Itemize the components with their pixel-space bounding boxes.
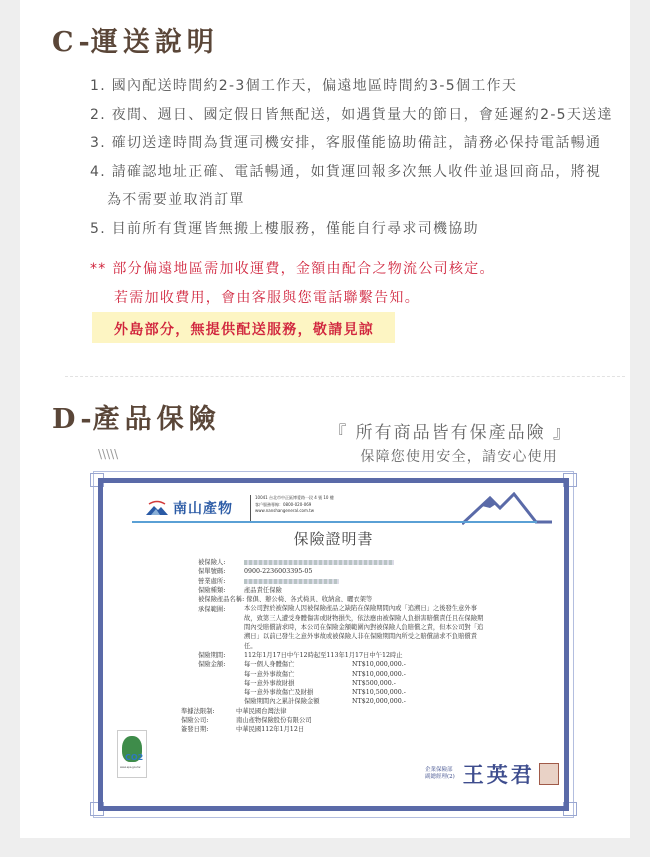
field-label: 承保範圍: [198,606,226,614]
field-label: 營業處所: [198,577,226,585]
section-d-heading: 產品保險 [92,404,221,435]
company-logo [145,498,233,518]
insured-products: 傢俱、辦公椅、各式椅具、收納盒、曬衣架等 [246,596,373,604]
insurance-type: 產品責任保險 [244,586,282,594]
signature-block [425,759,559,789]
section-c-title [52,20,219,59]
logo-separator [250,495,251,521]
redacted-value [244,579,339,584]
insurer-name: 南山產物保險股份有限公司 [236,717,312,725]
address-line: www.nanshangeneral.com.tw [255,508,314,513]
list-item: 5. 目前所有貨運皆無搬上樓服務，僅能自行尋求司機協助 [90,220,479,237]
coverage-scope: 本公司對於被保險人因被保險產品之缺陷在保險期間內或「追溯日」之後發生意外事故，致第三人遭受身體傷害或財物損失，依法應由被保險人負損害賠償責任且在保險期間內受賠償請求時，本公司在保險金額範圍內對被保險人負賠償之責，但本公司對「追溯日」以前已發生之意外事故或被保險人非在保險期間內所受之賠償請求不負賠償責任。 [244,605,484,650]
section-divider [65,376,625,377]
field-label: 保險金額: [198,661,226,669]
amount-label: 每一意外事故傷亡及財損 [244,689,314,697]
section-d-title [52,397,221,436]
section-d-letter: D [52,404,81,435]
list-item-continuation: 為不需要並取消訂單 [107,192,245,208]
amount-label: 保險期間內之累計保險金額 [244,698,320,706]
amount-value: NT$20,000,000.- [352,698,406,706]
content-page [20,0,630,838]
field-label: 保險公司: [181,717,209,725]
list-item: 1. 國內配送時間約2-3個工作天，偏遠地區時間約3-5個工作天 [90,78,518,94]
title-dash: - [78,27,91,58]
certificate-fields [181,558,484,735]
field-label: 被保險產品名稱: [198,596,245,604]
amount-value: NT$10,000,000.- [352,661,406,669]
signatory-name: 王英君 [462,762,535,787]
company-name: 南山產物 [173,501,233,517]
insurance-certificate-image [90,468,577,821]
shipping-rules-list [90,72,630,243]
field-label: 保單號碼: [198,568,226,576]
governing-law: 中華民國台灣法律 [236,707,287,715]
amount-label: 每一個人身體傷亡 [244,661,295,669]
address-line: 客戶服務專線：0800-020-069 [255,501,312,507]
insurance-tagline: 『 所有商品皆有保產品險 』 [329,423,572,443]
list-item: 3. 確切送達時間為貨運司機安排，客服僅能協助備註，請務必保持電話暢通 [90,135,602,151]
carbon-footprint-label [117,730,147,778]
signatory-role: 副總經理(2) [425,774,455,780]
header-rule [132,521,537,523]
amount-value: NT$500,000.- [352,679,396,687]
offshore-notice-text: 外島部分，無提供配送服務，敬請見諒 [114,322,375,338]
field-label: 簽發日期: [181,726,209,734]
title-dash: - [80,404,93,435]
shipping-fee-note: ** 部分偏遠地區需加收運費，金額由配合之物流公司核定。 [90,261,495,277]
amount-label: 每一意外事故財損 [244,679,295,687]
section-c-heading: 運送說明 [90,27,219,58]
signatory-dept: 企業保險部 [425,767,453,773]
signatory-title [425,767,455,781]
co2-text: CO2 [125,753,144,762]
policy-number: 0900-2236003395-05 [244,568,313,576]
field-label: 保險期間: [198,651,226,659]
section-c-letter: C [52,27,79,58]
field-label: 準據法限制: [181,707,215,715]
address-line: 10041 台北市中正區博愛路一段 4 號 10 樓 [255,495,334,500]
offshore-notice-highlight [92,312,395,343]
amount-value: NT$10,500,000.- [352,689,406,697]
company-address [255,495,334,515]
issue-date: 中華民國112年1月12日 [236,726,305,734]
certificate-title: 保險證明書 [293,530,374,548]
redacted-value [244,560,394,565]
amount-label: 每一意外事故傷亡 [244,670,295,678]
shipping-fee-note-2: 若需加收費用，會由客服與您電話聯繫告知。 [114,290,420,306]
decorative-slashes: \\\\\ [98,447,119,461]
insurance-subtagline: 保障您使用安全，請安心使用 [360,449,558,465]
amount-value: NT$10,000,000.- [352,670,406,678]
list-item: 2. 夜間、週日、國定假日皆無配送，如遇貨量大的節日，會延遲約2-5天送達 [90,106,613,123]
insurance-period: 112年1月17日中午12時起至113年1月17日中午12時止 [244,651,403,659]
seal-stamp-icon [539,763,559,785]
field-label: 保險種類: [198,586,226,594]
eco-fine-print: www.epa.gov.tw [120,766,141,769]
mountain-logo-icon [145,500,169,516]
list-item: 4. 請確認地址正確、電話暢通，如貨運回報多次無人收件並退回商品，將視 [90,163,602,180]
field-label: 被保險人: [198,559,226,566]
